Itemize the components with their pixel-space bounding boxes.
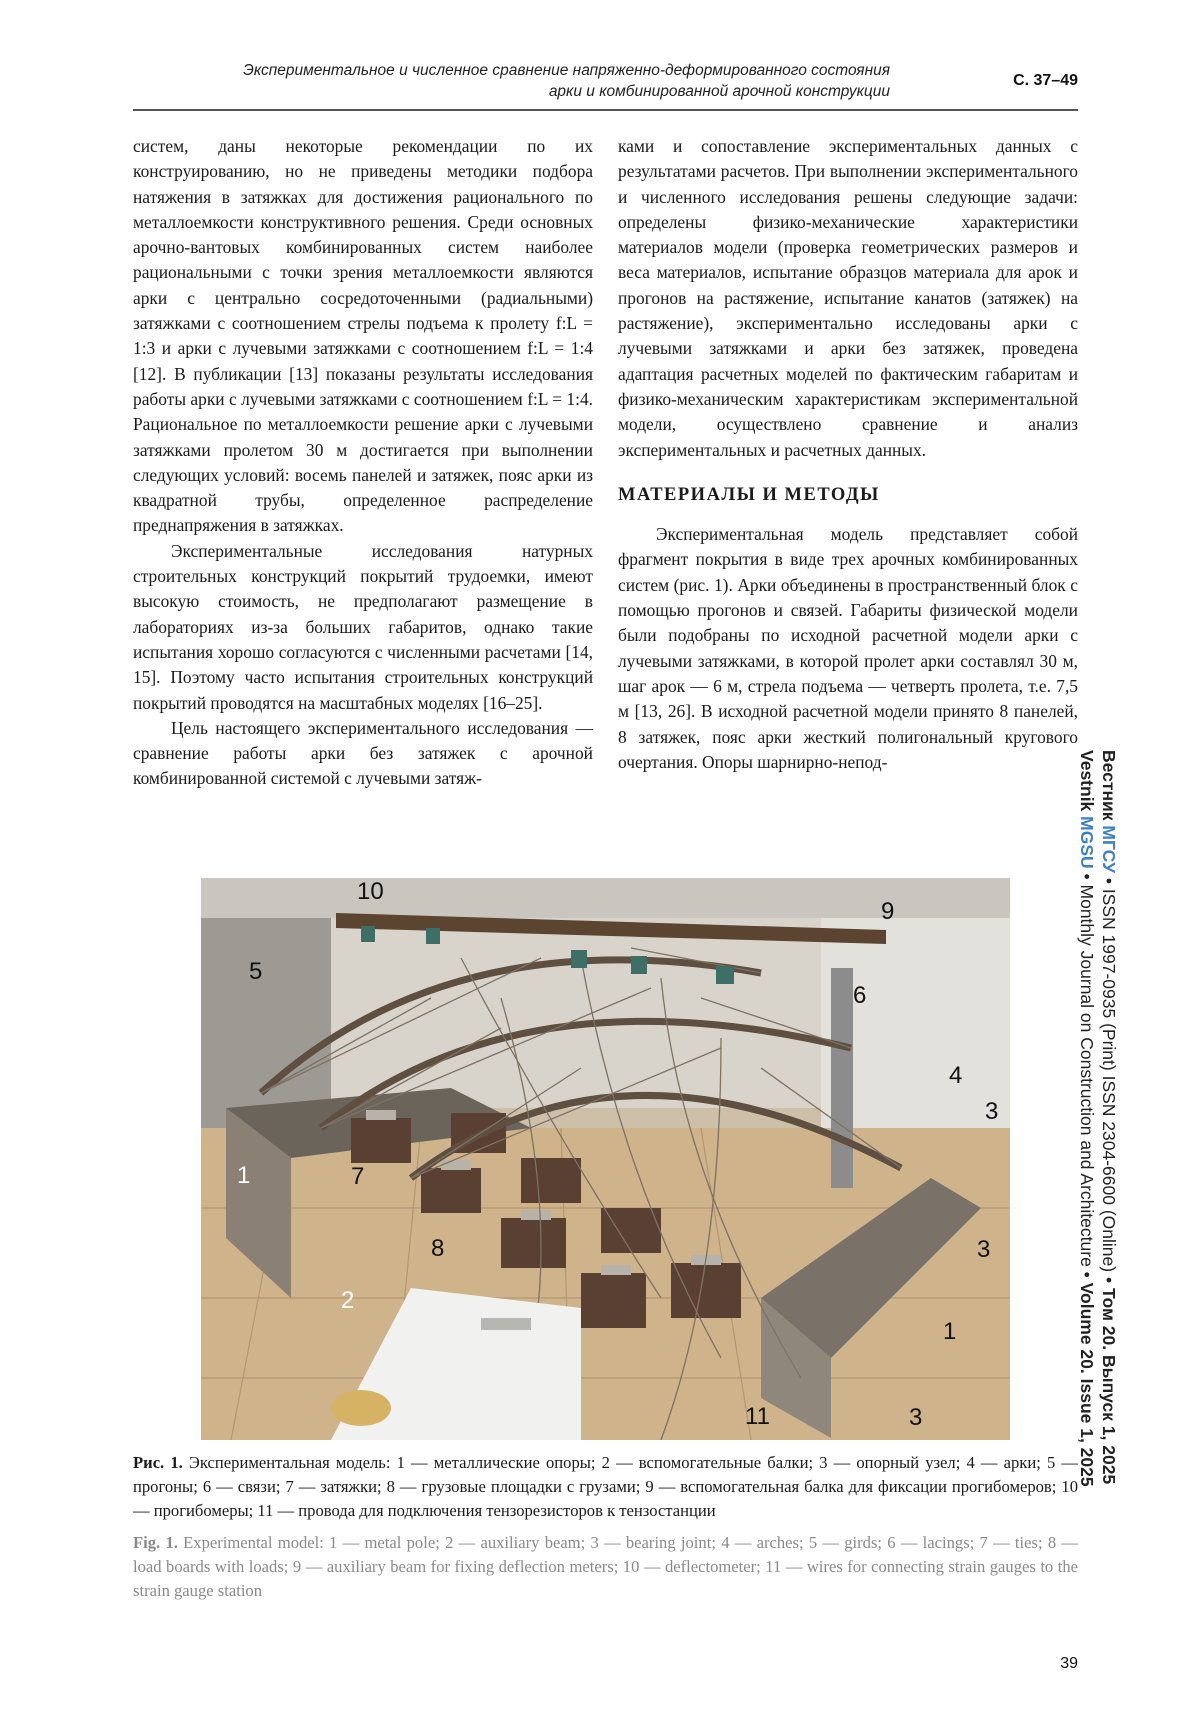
right-paragraph-1: ками и сопоставление экспериментальных данных с результатами расчетов. При выполнении экспериментального и численного исследования решены следующие задачи: определены физико-механические характеристики материалов модели (проверка геометрических размеров и веса материалов, испытание образцов материала для арок и прогонов на растяжение, испытание канатов (затяжек) на растяжение), экспериментально исследованы арки с лучевыми затяжками и арки без затяжек, проведена адаптация расчетных моделей по фактическим габаритам и физико-механическим характеристикам экспериментальной модели, осуществлено сравнение и анализ экспериментальных и расчетных данных.: [618, 136, 1078, 460]
callout-1-right: 1: [943, 1318, 957, 1345]
callout-1-left: 1: [237, 1162, 251, 1189]
callout-3-top: 3: [985, 1098, 999, 1125]
header-divider: [133, 109, 1078, 111]
sidebar-journal-description: • Monthly Journal on Construction and Architecture •: [1077, 868, 1097, 1283]
callout-7: 7: [351, 1163, 365, 1190]
callout-3-bottom: 3: [909, 1404, 923, 1431]
section-heading: МАТЕРИАЛЫ И МЕТОДЫ: [618, 484, 880, 505]
figure-photo: [201, 878, 1010, 1440]
sidebar-journal-ru: Вестник: [1099, 750, 1119, 826]
sidebar-issn: • ISSN 1997-0935 (Print) ISSN 2304-6600 (Online) •: [1099, 872, 1119, 1288]
callout-6: 6: [853, 982, 867, 1009]
caption-ru-text: Экспериментальная модель: 1 — металлические опоры; 2 — вспомогательные балки; 3 — опорный узел; 4 — арки; 5 — прогоны; 6 — связи; 7 — затяжки; 8 — грузовые площадки с грузами; 9 — вспомогательная балка для фиксации прогибомеров; 10 — прогибомеры; 11 — провода для подключения тензорезисторов к тензостанции: [133, 1453, 1078, 1520]
sidebar-line-ru: [1098, 750, 1120, 1550]
figure-caption-ru: [133, 1451, 1078, 1523]
caption-ru-label: Рис. 1.: [133, 1453, 183, 1472]
running-header-title: [150, 60, 890, 102]
left-paragraph-2: Экспериментальные исследования натурных строительных конструкций покрытий трудоемки, имеют высокую стоимость, не предполагают размещение в лабораториях из-за больших габаритов, однако такие испытания хорошо согласуются с численными расчетами [14, 15]. Поэтому часто испытания строительных конструкций покрытий проводятся на масштабных моделях [16–25].: [133, 540, 593, 713]
callout-4: 4: [949, 1062, 963, 1089]
header-title-line-2: арки и комбинированной арочной конструкции: [548, 83, 890, 100]
right-text-column: [618, 134, 1078, 775]
sidebar-journal-en-accent: MGSU: [1077, 816, 1097, 869]
right-paragraph-2: Экспериментальная модель представляет собой фрагмент покрытия в виде трех арочных комбинированных систем (рис. 1). Арки объединены в пространственный блок с помощью прогонов и связей. Габариты физической модели были подобраны по исходной расчетной модели арки с лучевыми затяжками, в которой пролет арки составлял 30 м, шаг арок — 6 м, стрела подъема — четверть пролета, т.е. 7,5 м [13, 26]. В исходной расчетной модели принято 8 панелей, 8 затяжек, пояс арки жесткий полигональный кругового очертания. Опоры шарнирно-непод-: [618, 524, 1078, 772]
caption-en-text: Experimental model: 1 — metal pole; 2 — auxiliary beam; 3 — bearing joint; 4 — arches; 5 — girds; 6 — lacings; 7 — ties; 8 — load boards with loads; 9 — auxiliary beam for fixing deflection meters; 10 — deflectometer; 11 — wires for connecting strain gauges to the strain gauge station: [133, 1533, 1078, 1600]
left-paragraph-1: систем, даны некоторые рекомендации по их конструированию, но не приведены методики подбора натяжения в затяжках для достижения рационального по металлоемкости конструктивного решения. Среди основных арочно-вантовых комбинированных систем наиболее рациональными с точки зрения металлоемкости являются арки с центрально сосредоточенными (радиальными) затяжками с соотношением стрелы подъема к пролету f:L = 1:3 и арки с лучевыми затяжками с соотношением f:L = 1:4 [12]. В публикации [13] показаны результаты исследования работы арки с лучевыми затяжками с соотношением f:L = 1:4. Рациональное по металлоемкости решение арки с лучевыми затяжками пролетом 30 м достигается при выполнении следующих условий: восемь панелей и затяжек, пояс арки из квадратной трубы, определенное распределение преднапряжения в затяжках.: [133, 136, 593, 536]
callout-9: 9: [881, 898, 895, 925]
sidebar-line-en: [1076, 750, 1098, 1550]
callout-11: 11: [745, 1403, 770, 1430]
experimental-model-illustration: [201, 878, 1010, 1440]
left-text-column: [133, 134, 593, 792]
sidebar-journal-en: Vestnik: [1077, 750, 1097, 817]
page-number: 39: [1060, 1655, 1078, 1672]
callout-5: 5: [249, 958, 263, 985]
sidebar-volume-en: Volume 20. Issue 1, 2025: [1077, 1282, 1097, 1487]
sidebar-journal-ru-accent: МГСУ: [1099, 825, 1119, 873]
left-paragraph-3: Цель настоящего экспериментального исследования — сравнение работы арки без затяжек с арочной комбинированной системой с лучевыми затяж-: [133, 717, 593, 789]
callout-3-middle: 3: [977, 1236, 991, 1263]
figure-caption-en: [133, 1531, 1078, 1603]
callout-10: 10: [357, 878, 384, 905]
header-page-range: С. 37–49: [1013, 72, 1078, 89]
header-title-line-1: Экспериментальное и численное сравнение напряженно-деформированного состояния: [243, 62, 890, 79]
callout-2: 2: [341, 1287, 355, 1314]
journal-sidebar: [1076, 750, 1120, 1550]
caption-en-label: Fig. 1.: [133, 1533, 178, 1552]
sidebar-volume-ru: Том 20. Выпуск 1, 2025: [1099, 1287, 1119, 1485]
callout-8: 8: [431, 1235, 445, 1262]
